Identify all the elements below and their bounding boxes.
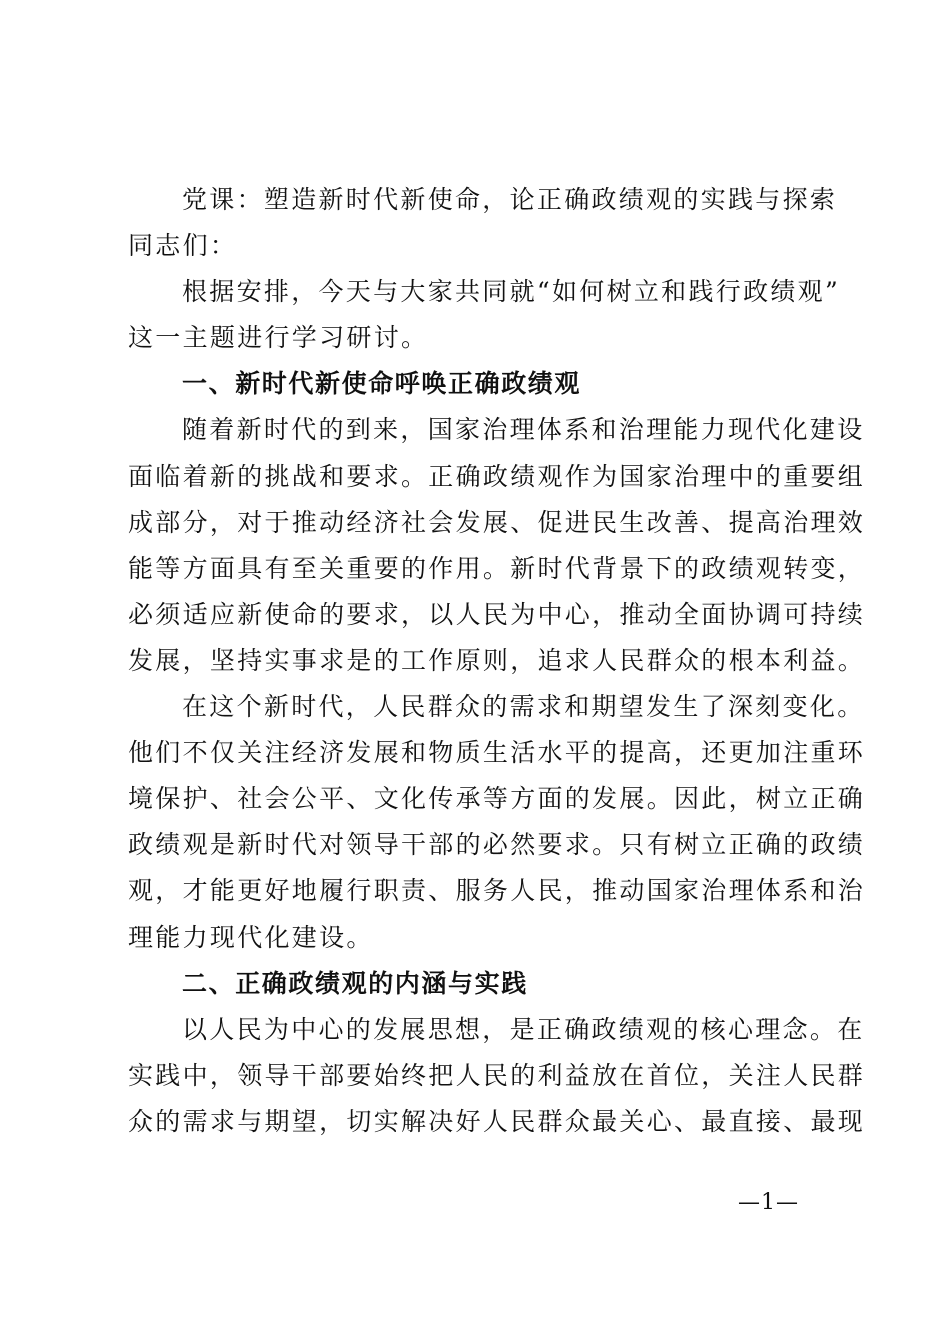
paragraph-line: 众的需求与期望，切实解决好人民群众最关心、最直接、最现 (128, 1106, 866, 1136)
paragraph-line: 随着新时代的到来，国家治理体系和治理能力现代化建设 (182, 415, 865, 445)
section-heading: 一、新时代新使命呼唤正确政绩观 (182, 369, 582, 399)
document-title: 党课：塑造新时代新使命，论正确政绩观的实践与探索 (182, 185, 838, 214)
paragraph-line: 实践中，领导干部要始终把人民的利益放在首位，关注人民群 (128, 1060, 866, 1090)
paragraph-line: 政绩观是新时代对领导干部的必然要求。只有树立正确的政绩 (128, 830, 866, 860)
paragraph-line: 发展，坚持实事求是的工作原则，追求人民群众的根本利益。 (128, 645, 866, 675)
paragraph-line: 同志们： (128, 231, 238, 261)
paragraph-line: 理能力现代化建设。 (128, 922, 374, 952)
paragraph-line: 在这个新时代，人民群众的需求和期望发生了深刻变化。 (182, 692, 865, 722)
paragraph-line: 根据安排，今天与大家共同就“如何树立和践行政绩观” (182, 277, 841, 307)
section-heading: 二、正确政绩观的内涵与实践 (182, 968, 528, 998)
paragraph-line: 观，才能更好地履行职责、服务人民，推动国家治理体系和治 (128, 876, 866, 906)
paragraph-line: 必须适应新使命的要求，以人民为中心，推动全面协调可持续 (128, 599, 866, 629)
paragraph-line: 面临着新的挑战和要求。正确政绩观作为国家治理中的重要组 (128, 461, 866, 491)
paragraph-line: 他们不仅关注经济发展和物质生活水平的提高，还更加注重环 (128, 738, 866, 768)
paragraph-line: 这一主题进行学习研讨。 (128, 323, 429, 353)
paragraph-line: 能等方面具有至关重要的作用。新时代背景下的政绩观转变， (128, 553, 866, 583)
page-number: —1— (738, 1190, 799, 1215)
paragraph-line: 成部分，对于推动经济社会发展、促进民生改善、提高治理效 (128, 507, 866, 537)
document-body (128, 177, 866, 1145)
paragraph-line: 以人民为中心的发展思想，是正确政绩观的核心理念。在 (182, 1014, 865, 1044)
paragraph-line: 境保护、社会公平、文化传承等方面的发展。因此，树立正确 (128, 784, 866, 814)
